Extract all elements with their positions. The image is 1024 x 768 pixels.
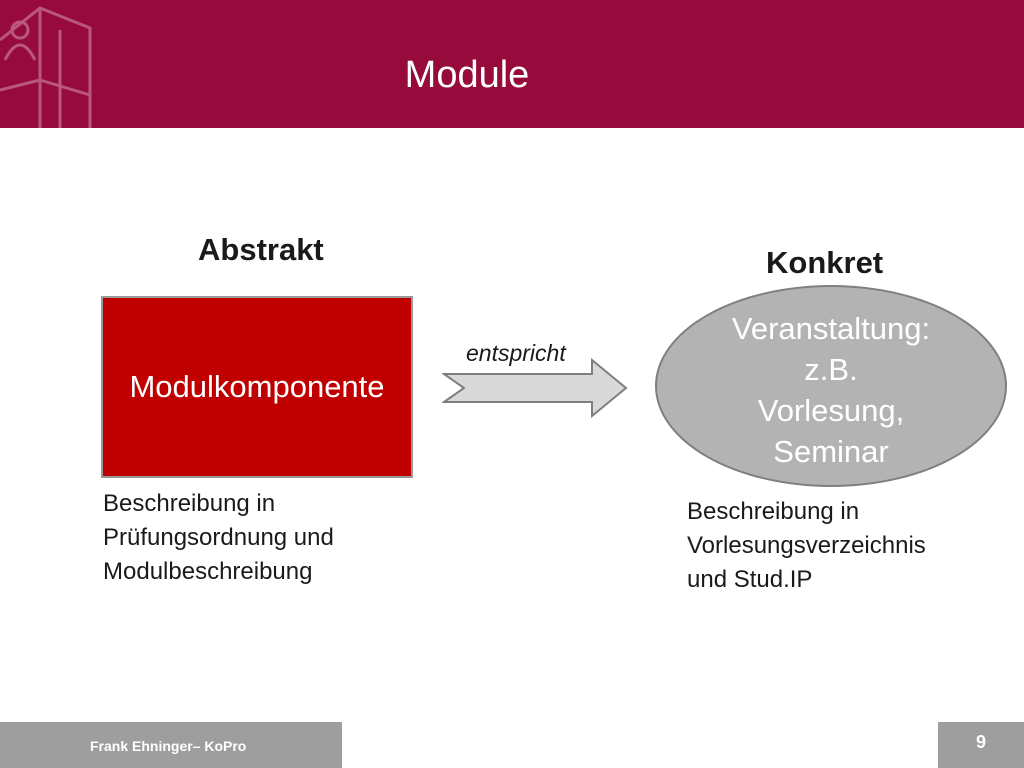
slide-header xyxy=(0,0,1024,128)
page-number: 9 xyxy=(975,732,986,752)
concrete-heading: Konkret xyxy=(766,245,884,280)
ellipse-line: z.B. xyxy=(804,352,858,387)
description-line: und Stud.IP xyxy=(687,566,813,593)
description-line: Modulbeschreibung xyxy=(103,558,313,585)
ellipse-line: Vorlesung, xyxy=(757,393,905,428)
concrete-description xyxy=(687,495,926,597)
page-title: Module xyxy=(404,54,530,96)
right-arrow-icon xyxy=(442,358,630,418)
description-line: Beschreibung in xyxy=(687,498,860,525)
course-ellipse-text xyxy=(655,308,1007,472)
description-line: Beschreibung in xyxy=(103,490,276,517)
module-component-box xyxy=(101,296,413,478)
footer-author: Frank Ehninger– KoPro xyxy=(90,738,247,754)
ellipse-line: Veranstaltung: xyxy=(731,311,931,346)
description-line: Vorlesungsverzeichnis xyxy=(687,532,926,559)
ellipse-line: Seminar xyxy=(773,434,889,469)
abstract-description xyxy=(103,487,334,589)
module-component-label: Modulkomponente xyxy=(129,369,385,404)
arrow-label: entspricht xyxy=(466,340,566,366)
abstract-heading: Abstrakt xyxy=(198,232,324,267)
description-line: Prüfungsordnung und xyxy=(103,524,334,551)
